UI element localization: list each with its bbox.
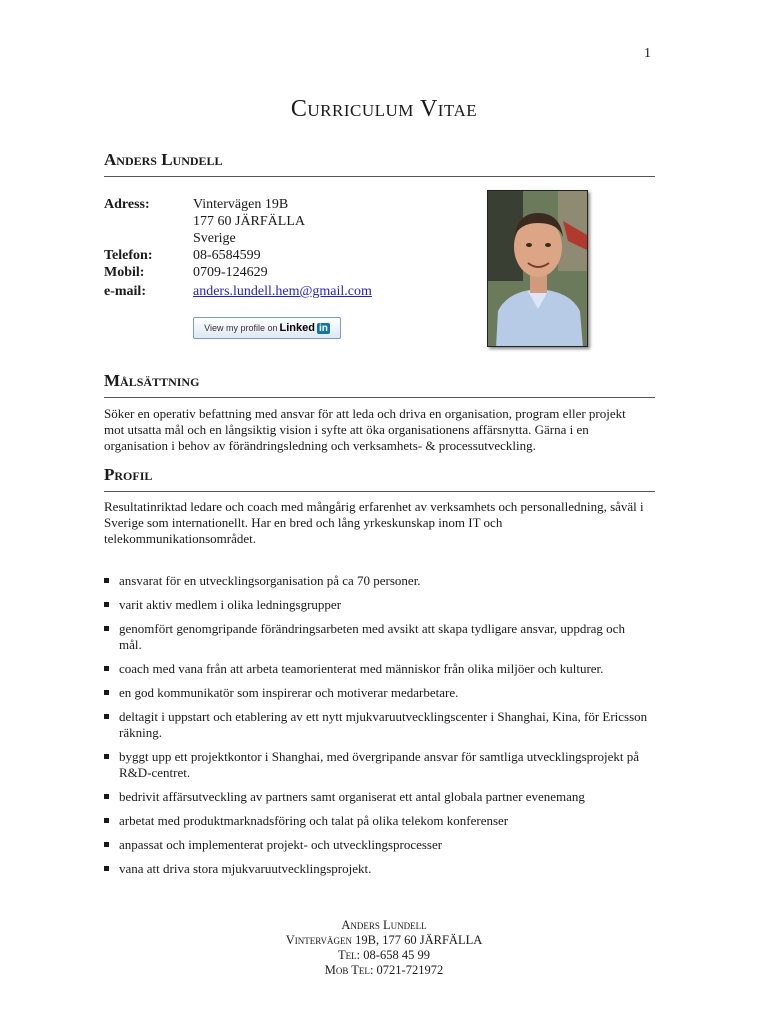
address-line2: 177 60 JÄRFÄLLA <box>193 214 306 229</box>
footer-name: Anders Lundell <box>341 918 427 932</box>
list-item: en god kommunikatör som inspirerar och motiverar medarbetare. <box>104 685 649 701</box>
profile-photo <box>487 190 588 347</box>
linkedin-profile-button[interactable] <box>193 317 341 339</box>
goal-heading: Målsättning <box>104 371 655 398</box>
bullet-square-icon <box>104 690 109 695</box>
name-heading: Anders Lundell <box>104 150 655 177</box>
mobile-value: 0709-124629 <box>193 265 268 280</box>
email-link[interactable]: anders.lundell.hem@gmail.com <box>193 284 372 299</box>
bullet-square-icon <box>104 714 109 719</box>
bullet-square-icon <box>104 602 109 607</box>
profile-heading: Profil <box>104 465 655 492</box>
address-line3: Sverige <box>193 231 236 246</box>
page-title: Curriculum Vitae <box>290 96 478 122</box>
bullet-square-icon <box>104 818 109 823</box>
list-item: coach med vana från att arbeta teamorienterat med människor från olika miljöer och kulturer. <box>104 661 649 677</box>
bullet-square-icon <box>104 794 109 799</box>
list-item: arbetat med produktmarknadsföring och talat på olika telekom konferenser <box>104 813 649 829</box>
footer-address: Vintervägen 19B, 177 60 JÄRFÄLLA <box>285 933 483 947</box>
phone-value: 08-6584599 <box>193 248 261 263</box>
page-number: 1 <box>644 46 651 61</box>
profile-text: Resultatinriktad ledare och coach med mångårig erfarenhet av verksamhets och personalledning, såväl i Sverige som internationellt. Har en bred och lång yrkeskunskap inom IT och telekommunikationsområdet. <box>104 499 644 546</box>
bullet-square-icon <box>104 666 109 671</box>
page-footer <box>0 918 768 978</box>
linkedin-brand: Linked <box>279 322 315 334</box>
list-item: anpassat och implementerat projekt- och utvecklingsprocesser <box>104 837 649 853</box>
bullet-square-icon <box>104 842 109 847</box>
list-item: genomfört genomgripande förändringsarbeten med avsikt att skapa tydligare ansvar, uppdrag och mål. <box>104 621 649 653</box>
list-item: deltagit i uppstart och etablering av ett nytt mjukvaruutvecklingscenter i Shanghai, Kina, för Ericsson räkning. <box>104 709 649 741</box>
contact-block <box>104 196 372 300</box>
linkedin-icon: in <box>318 322 328 334</box>
profile-bullet-list <box>104 573 649 885</box>
bullet-square-icon <box>104 754 109 759</box>
bullet-square-icon <box>104 578 109 583</box>
list-item: ansvarat för en utvecklingsorganisation på ca 70 personer. <box>104 573 649 589</box>
list-item: bedrivit affärsutveckling av partners samt organiserat ett antal globala partner evenemang <box>104 789 649 805</box>
linkedin-prefix: View my profile on <box>204 323 278 333</box>
list-item: vana att driva stora mjukvaruutvecklingsprojekt. <box>104 861 649 877</box>
goal-text: Söker en operativ befattning med ansvar för att leda och driva en organisation, program eller projekt mot utsatta mål och en långsiktig vision i syfte att öka organisationens affärsnytta. Gärna i en organisation i behov av förändringsledning och verksamhets- & processutveckling. <box>104 406 626 453</box>
bullet-square-icon <box>104 626 109 631</box>
list-item: byggt upp ett projektkontor i Shanghai, med övergripande ansvar för samtliga utvecklingsprojekt på R&D-centret. <box>104 749 649 781</box>
mobile-label: Mobil: <box>104 265 145 280</box>
bullet-square-icon <box>104 866 109 871</box>
footer-tel: Tel: 08-658 45 99 <box>338 948 430 962</box>
address-line1: Vintervägen 19B <box>193 197 289 212</box>
email-label: e-mail: <box>104 284 146 299</box>
profile-photo-image <box>488 191 588 347</box>
address-label: Adress: <box>104 197 150 212</box>
list-item: varit aktiv medlem i olika ledningsgrupper <box>104 597 649 613</box>
footer-mob-tel: Mob Tel: 0721-721972 <box>324 963 444 977</box>
phone-label: Telefon: <box>104 248 153 263</box>
